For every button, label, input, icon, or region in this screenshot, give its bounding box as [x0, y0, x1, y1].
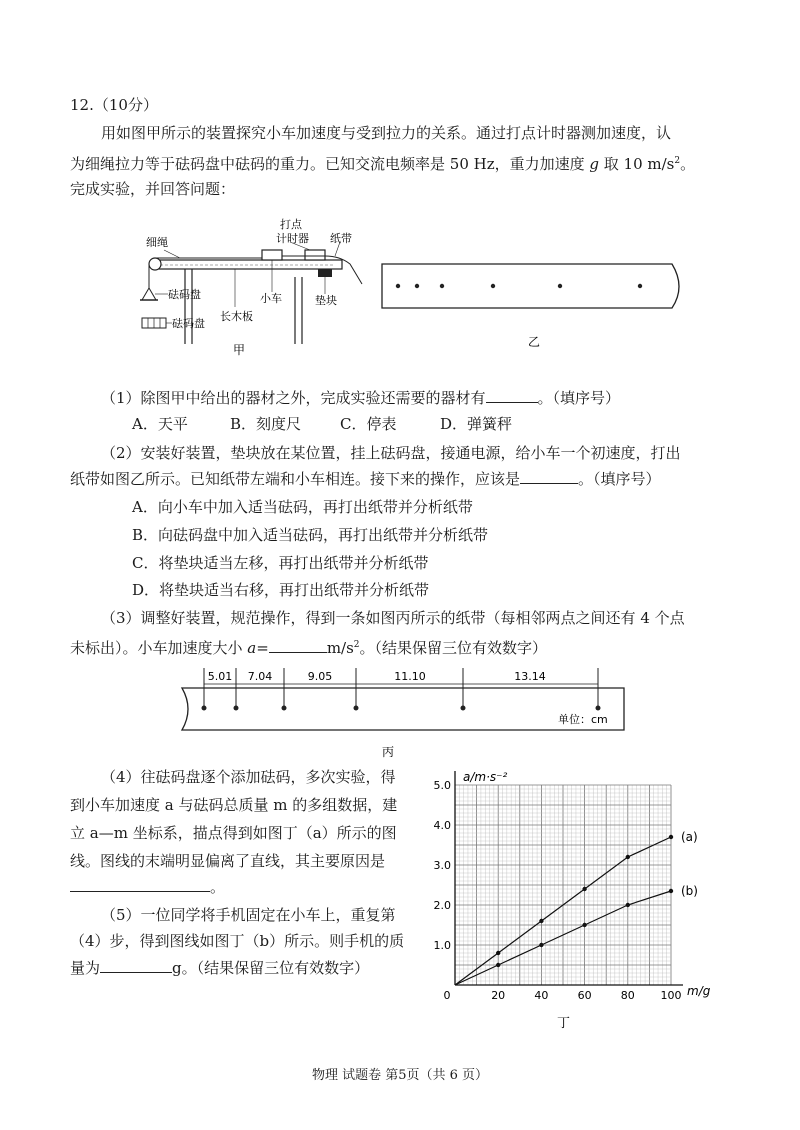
part2-text: 纸带如图乙所示。已知纸带左端和小车相连。接下来的操作，应该是	[70, 470, 521, 488]
label-string: 细绳	[146, 236, 168, 249]
tape-dot	[596, 706, 601, 711]
part1-question	[101, 385, 620, 411]
part4-line-1: （4）往砝码盘逐个添加砝码，多次实验，得	[101, 768, 396, 786]
tape-dot	[354, 706, 359, 711]
part1-option-b: B．刻度尺	[230, 415, 302, 433]
series-label: (b)	[681, 884, 698, 898]
part1-text-b: 。（填序号）	[537, 389, 621, 407]
figure-yi-tape	[380, 262, 690, 352]
caption-ding: 丁	[557, 1016, 571, 1030]
part1-option-a: A．天平	[132, 415, 188, 433]
accel-symbol: a	[247, 639, 257, 657]
figure-bing-tape	[180, 664, 630, 762]
y-axis-label: a/m·s⁻²	[463, 770, 508, 784]
part2-option-b: B．向砝码盘中加入适当砝码，再打出纸带并分析纸带	[132, 526, 489, 544]
data-point	[669, 889, 673, 893]
pulley	[149, 258, 161, 270]
tape-dot	[396, 284, 400, 288]
label-board: 长木板	[220, 310, 253, 323]
x-tick-label: 60	[577, 989, 592, 1002]
answer-blank-5[interactable]	[100, 956, 172, 973]
tape-dot	[234, 706, 239, 711]
label-tape: 纸带	[330, 232, 352, 245]
weight-pan	[142, 288, 156, 300]
part4-line-3: 立 a—m 坐标系，描点得到如图丁（a）所示的图	[70, 824, 397, 842]
question-number: 12.	[70, 96, 94, 114]
part1-option-d: D．弹簧秤	[440, 415, 513, 433]
part2-line-2	[70, 466, 661, 492]
series-label: (a)	[681, 830, 698, 844]
part3-text: 未标出）。小车加速度大小	[70, 639, 248, 657]
segment-label: 7.04	[247, 670, 273, 683]
caption-yi: 乙	[528, 335, 541, 349]
superscript: 2	[353, 640, 360, 650]
label-cart: 小车	[260, 292, 282, 305]
part2-option-c: C．将垫块适当左移，再打出纸带并分析纸带	[132, 554, 429, 572]
tape-dot	[638, 284, 642, 288]
tape-dot	[282, 706, 287, 711]
gravity-symbol: g	[589, 155, 599, 173]
part5-text-b: g。（结果保留三位有效数字）	[172, 959, 370, 977]
part2-option-a: A．向小车中加入适当砝码，再打出纸带并分析纸带	[132, 498, 473, 516]
pointer-line	[164, 250, 180, 258]
figure-jia-apparatus	[130, 212, 370, 360]
x-tick-label: 40	[534, 989, 549, 1002]
part3-line-2	[70, 632, 547, 661]
segment-label: 13.14	[514, 670, 546, 683]
data-point	[669, 835, 673, 839]
unit: m/s	[326, 639, 354, 657]
unit-label: 单位：cm	[558, 713, 608, 726]
x-axis-label: m/g	[687, 984, 711, 998]
label-weights: 砝码盘	[172, 317, 205, 330]
label-timer-1: 打点	[280, 218, 302, 231]
part5-line-1: （5）一位同学将手机固定在小车上，重复第	[101, 906, 396, 924]
part1-text: （1）除图甲中给出的器材之外，完成实验还需要的器材有	[101, 389, 486, 407]
intro-text: 为细绳拉力等于砝码盘中砝码的重力。已知交流电频率是 50 Hz，重力加速度	[70, 155, 590, 173]
figure-ding-graph	[425, 770, 725, 1030]
part4-end: 。	[210, 878, 226, 896]
answer-blank-4[interactable]	[70, 875, 210, 892]
y-tick-label: 4.0	[433, 819, 451, 832]
part5-text: 量为	[70, 959, 101, 977]
tape-dot	[461, 706, 466, 711]
intro-text-c: 。	[680, 155, 696, 173]
tape-dot	[440, 284, 444, 288]
data-point	[496, 951, 500, 955]
part5-line-2: （4）步，得到图线如图丁（b）所示。则手机的质	[70, 932, 405, 950]
intro-line-2	[70, 148, 695, 177]
y-tick-label: 2.0	[433, 899, 451, 912]
intro-text-b: 取 10 m/s	[599, 155, 675, 173]
answer-blank-1[interactable]	[486, 386, 538, 403]
data-point	[539, 943, 543, 947]
intro-line-3: 完成实验，并回答问题：	[70, 180, 236, 198]
segment-label: 5.01	[207, 670, 233, 683]
question-header	[70, 92, 158, 118]
label-pan: 砝码盘	[168, 288, 201, 301]
cart	[262, 250, 282, 260]
wedge-block	[318, 269, 332, 277]
data-point	[539, 919, 543, 923]
part2-line-1: （2）安装好装置，垫块放在某位置，挂上砝码盘，接通电源，给小车一个初速度，打出	[101, 444, 681, 462]
part3-text-d: 。（结果保留三位有效数字）	[359, 639, 548, 657]
part4-line-2: 到小车加速度 a 与砝码总质量 m 的多组数据，建	[70, 796, 398, 814]
data-point	[582, 887, 586, 891]
y-tick-label: 5.0	[433, 779, 451, 792]
long-board	[152, 260, 342, 269]
caption-jia: 甲	[233, 343, 246, 357]
equals: =	[256, 639, 269, 657]
data-point	[626, 903, 630, 907]
tape-dot	[202, 706, 207, 711]
part3-line-1: （3）调整好装置，规范操作，得到一条如图丙所示的纸带（每相邻两点之间还有 4 个点	[101, 609, 685, 627]
segment-label: 11.10	[394, 670, 426, 683]
part2-option-d: D．将垫块适当右移，再打出纸带并分析纸带	[132, 581, 430, 599]
question-score: （10分）	[93, 96, 158, 114]
tape-dot	[491, 284, 495, 288]
x-tick-label: 100	[660, 989, 682, 1002]
intro-line-1: 用如图甲所示的装置探究小车加速度与受到拉力的关系。通过打点计时器测加速度，认	[101, 124, 672, 142]
x-tick-label: 20	[491, 989, 506, 1002]
part4-line-5	[70, 874, 225, 900]
data-point	[582, 923, 586, 927]
data-point	[626, 855, 630, 859]
x-tick-label: 0	[443, 989, 451, 1002]
part2-text-b: 。（填序号）	[578, 470, 661, 488]
y-tick-label: 3.0	[433, 859, 451, 872]
segment-label: 9.05	[307, 670, 333, 683]
answer-blank-3[interactable]	[269, 636, 327, 653]
part5-line-3	[70, 955, 369, 981]
tape-dot	[415, 284, 419, 288]
answer-blank-2[interactable]	[520, 467, 578, 484]
page-footer: 物理 试题卷 第5页（共 6 页）	[311, 1068, 489, 1083]
label-block: 垫块	[315, 294, 337, 307]
part4-line-4: 线。图线的末端明显偏离了直线，其主要原因是	[70, 852, 386, 870]
caption-bing: 丙	[382, 745, 395, 759]
tape-dot	[558, 284, 562, 288]
ticker-timer	[305, 250, 325, 260]
superscript: 2	[674, 156, 681, 166]
x-tick-label: 80	[620, 989, 635, 1002]
tape-outline	[382, 264, 679, 308]
data-point	[496, 963, 500, 967]
label-timer-2: 计时器	[276, 232, 309, 245]
part1-option-c: C．停表	[340, 415, 397, 433]
y-tick-label: 1.0	[433, 939, 451, 952]
